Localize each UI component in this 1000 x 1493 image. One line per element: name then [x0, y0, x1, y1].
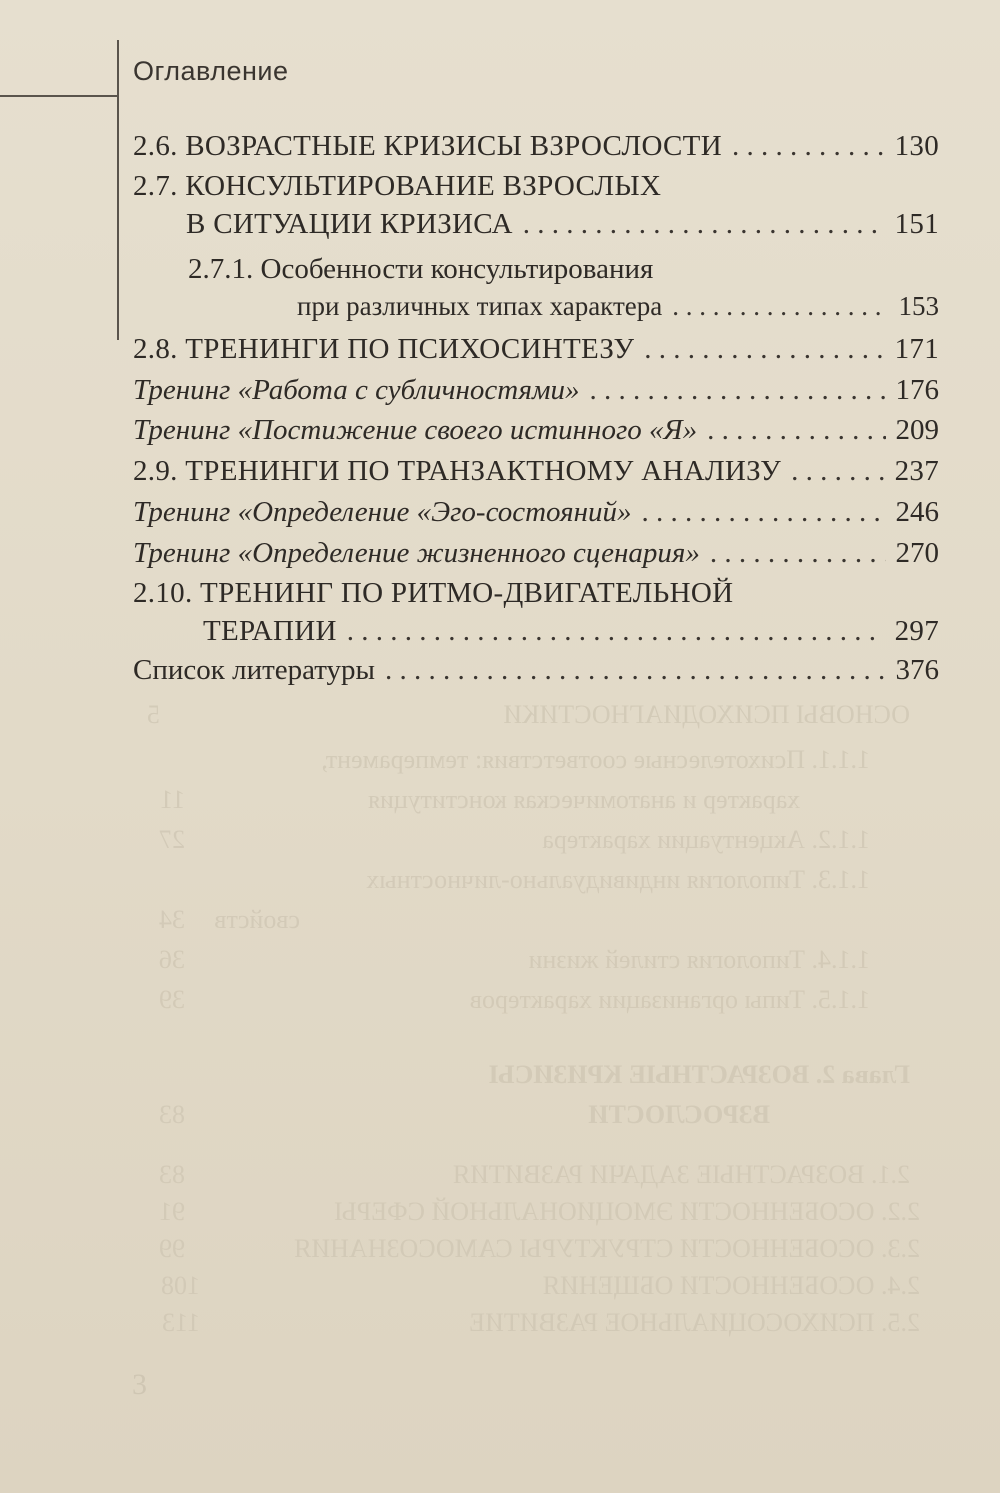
toc-entry[interactable]: [203, 613, 939, 649]
ghost-page-number: 99: [159, 1234, 185, 1263]
ghost-page-number: 27: [159, 825, 185, 854]
toc-entry-page: 376: [895, 654, 939, 686]
ghost-line: характер и анатомическая конституция: [368, 785, 800, 814]
toc-subentry-label[interactable]: 2.7.1. Особенности консультирования: [188, 253, 654, 285]
ghost-line: 2.2. ОСОБЕННОСТИ ЭМОЦИОНАЛЬНОЙ СФЕРЫ: [334, 1197, 920, 1226]
ghost-page-number: 39: [159, 985, 185, 1014]
toc-entry-page: 151: [894, 208, 939, 240]
toc-leader-dots: [523, 206, 885, 242]
toc-entry[interactable]: [133, 453, 939, 489]
ghost-page-number: 36: [159, 945, 185, 974]
toc-entry-label: Тренинг «Постижение своего истинного «Я»: [133, 414, 698, 446]
toc-leader-dots: [791, 453, 884, 489]
ghost-page-number: 91: [159, 1197, 185, 1226]
header-horizontal-rule: [0, 95, 118, 97]
ghost-line: ОСНОВЫ ПСИХОДИАГНОСТИКИ: [503, 700, 910, 729]
toc-entry-page: 237: [894, 455, 939, 487]
toc-entry[interactable]: [186, 206, 939, 242]
toc-entry[interactable]: [133, 128, 939, 164]
toc-entry-page: 130: [894, 130, 939, 162]
toc-entry-label: 2.9. ТРЕНИНГИ ПО ТРАНЗАКТНОМУ АНАЛИЗУ: [133, 455, 782, 487]
ghost-line: 1.1.5. Типы организации характеров: [469, 985, 870, 1014]
toc-entry-label: Тренинг «Работа с субличностями»: [133, 374, 580, 406]
ghost-line: 1.1.3. Типология индивидуально-личностных: [366, 865, 870, 894]
toc-leader-dots: [644, 331, 884, 367]
ghost-page-number: 11: [159, 785, 185, 814]
toc-entry-label[interactable]: 2.7. КОНСУЛЬТИРОВАНИЕ ВЗРОСЛЫХ: [133, 170, 662, 202]
ghost-page-number: 83: [159, 1100, 185, 1129]
ghost-line: свойств: [214, 905, 300, 934]
toc-entry-page: 171: [894, 333, 939, 365]
toc-entry-page: 297: [894, 615, 939, 647]
ghost-line: 2.4. ОСОБЕННОСТИ ОБЩЕНИЯ: [542, 1271, 920, 1300]
ghost-page-number: 34: [159, 905, 185, 934]
toc-leader-dots: [672, 288, 888, 324]
ghost-line: Глава 2. ВОЗРАСТНЫЕ КРИЗИСЫ: [489, 1060, 910, 1089]
ghost-line: 2.1. ВОЗРАСТНЫЕ ЗАДАЧИ РАЗВИТИЯ: [452, 1160, 910, 1189]
toc-entry-label[interactable]: 2.10. ТРЕНИНГ ПО РИТМО-ДВИГАТЕЛЬНОЙ: [133, 577, 734, 609]
toc-entry-label: 2.8. ТРЕНИНГИ ПО ПСИХОСИНТЕЗУ: [133, 333, 635, 365]
toc-entry-page: 209: [895, 414, 939, 446]
toc-entry[interactable]: [133, 331, 939, 367]
toc-entry-label: ТЕРАПИИ: [203, 615, 337, 647]
toc-entry-label: Список литературы: [133, 654, 376, 686]
running-title: Оглавление: [133, 56, 289, 86]
toc-entry[interactable]: [133, 494, 939, 530]
toc-entry[interactable]: [133, 372, 939, 408]
toc-entry-page: 176: [895, 374, 939, 406]
toc-leader-dots: [732, 128, 885, 164]
ghost-folio: 3: [132, 1368, 147, 1401]
header-vertical-rule: [117, 40, 119, 340]
toc-entry-page: 246: [895, 496, 939, 528]
toc-entry-label: Тренинг «Определение жизненного сценария»: [133, 537, 700, 569]
toc-leader-dots: [642, 494, 886, 530]
toc-leader-dots: [590, 372, 886, 408]
ghost-page-number: 113: [161, 1308, 200, 1337]
toc-leader-dots: [385, 652, 885, 688]
toc-entry[interactable]: [133, 535, 939, 571]
ghost-page-number: 83: [159, 1160, 185, 1189]
toc-entry-page: 153: [898, 291, 939, 321]
ghost-page-number: 108: [161, 1271, 200, 1300]
ghost-line: 2.5. ПСИХОСОЦИАЛЬНОЕ РАЗВИТИЕ: [469, 1308, 920, 1337]
toc-leader-dots: [710, 535, 886, 571]
toc-entry-page: 270: [895, 537, 939, 569]
ghost-line: ВЗРОСЛОСТИ: [588, 1100, 770, 1129]
ghost-page-number: 5: [147, 700, 160, 729]
toc-entry[interactable]: [133, 652, 939, 688]
ghost-line: 1.1.1. Психотелесные соответствия: темперамент,: [321, 745, 870, 774]
toc-leader-dots: [347, 613, 885, 649]
toc-entry-label: при различных типах характера: [297, 291, 663, 321]
ghost-line: 1.1.2. Акцентуации характера: [542, 825, 870, 854]
toc-entry-label: Тренинг «Определение «Эго-состояний»: [133, 496, 632, 528]
toc-entry-label: 2.6. ВОЗРАСТНЫЕ КРИЗИСЫ ВЗРОСЛОСТИ: [133, 130, 722, 162]
ghost-line: 2.3. ОСОБЕННОСТИ СТРУКТУРЫ САМОСОЗНАНИЯ: [293, 1234, 920, 1263]
toc-leader-dots: [707, 412, 885, 448]
toc-entry[interactable]: [133, 412, 939, 448]
ghost-line: 1.1.4. Типология стилей жизни: [528, 945, 870, 974]
toc-subentry[interactable]: [297, 288, 939, 324]
toc-entry-label: В СИТУАЦИИ КРИЗИСА: [186, 208, 513, 240]
